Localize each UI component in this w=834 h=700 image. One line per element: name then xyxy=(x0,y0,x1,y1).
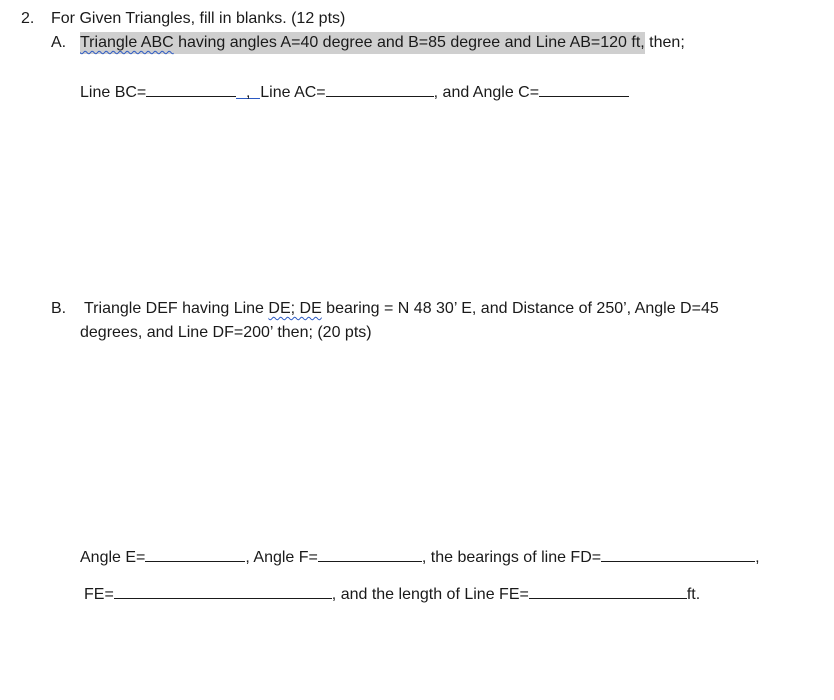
angle-e-blank[interactable] xyxy=(145,546,245,562)
angle-c-blank[interactable] xyxy=(539,81,629,97)
angle-f-label: , Angle F= xyxy=(245,549,318,566)
line-bc-blank[interactable] xyxy=(146,81,236,97)
part-b-answers-row2 xyxy=(84,583,700,605)
line-bc-comma-blank xyxy=(236,83,260,99)
length-fe-label: , and the length of Line FE= xyxy=(331,586,529,603)
bearing-fd-blank[interactable] xyxy=(601,546,755,562)
part-b-statement-line1 xyxy=(84,299,719,319)
part-b-letter: B. xyxy=(51,300,67,317)
triangle-abc-text: Triangle ABC xyxy=(80,34,174,51)
length-fe-blank[interactable] xyxy=(529,583,687,599)
part-a-letter: A. xyxy=(51,34,67,51)
line-ac-label: Line AC= xyxy=(260,84,326,101)
line-bc-label: Line BC= xyxy=(80,84,147,101)
question-number: 2. xyxy=(21,10,35,27)
de-text: DE; DE xyxy=(268,300,322,317)
angle-c-label: , and Angle C= xyxy=(433,84,540,101)
sep-comma: , xyxy=(246,84,251,101)
angle-e-label: Angle E= xyxy=(80,549,146,566)
part-b-end: bearing = N 48 30’ E, and Distance of 250’, Angle D=45 xyxy=(321,300,719,317)
line-ac-blank[interactable] xyxy=(326,81,434,97)
angle-f-blank[interactable] xyxy=(318,546,422,562)
part-a-statement-rest: having angles A=40 degree and B=85 degree and Line AB=120 ft, xyxy=(173,34,645,51)
part-a-then: then; xyxy=(644,34,685,51)
part-b-statement-line2: degrees, and Line DF=200’ then; (20 pts) xyxy=(80,324,372,341)
trailing-comma: , xyxy=(755,549,760,566)
part-a-answers xyxy=(80,81,629,103)
fe-bearing-blank[interactable] xyxy=(114,583,332,599)
fe-bearing-label: FE= xyxy=(84,586,114,603)
highlighted-text xyxy=(80,32,645,54)
unit-ft: ft. xyxy=(686,586,701,603)
part-a-statement xyxy=(80,33,685,53)
question-title: For Given Triangles, fill in blanks. (12 pts) xyxy=(51,10,346,27)
part-b-answers-row1 xyxy=(80,546,760,568)
part-b-start: Triangle DEF having Line xyxy=(84,300,269,317)
bearing-fd-label: , the bearings of line FD= xyxy=(421,549,602,566)
